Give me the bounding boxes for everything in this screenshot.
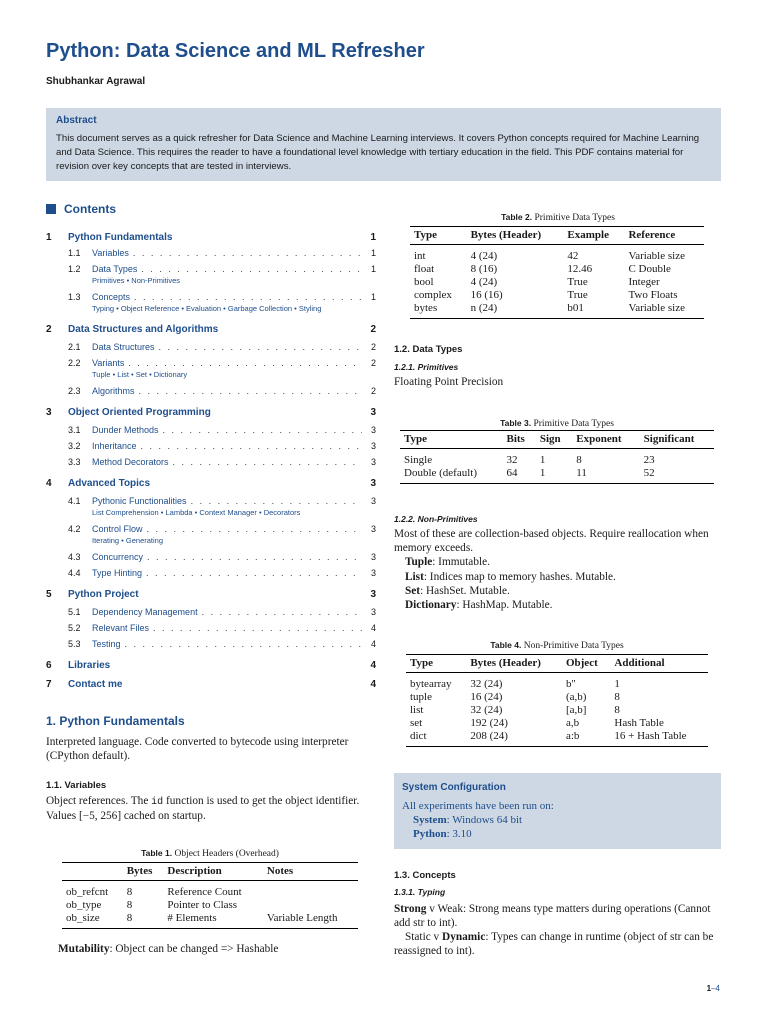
table-cell: [a,b] [565,704,587,716]
toc-entry-2-2[interactable] [46,358,376,370]
toc-num: 7 [46,678,52,690]
toc-title: Algorithms [92,386,135,396]
toc-title: Object Oriented Programming [68,406,211,418]
table-cell: a,b [565,717,580,729]
toc-subtopics[interactable]: Typing • Object Reference • Evaluation • Garbage Collection • Styling [92,304,322,313]
table-cell: ob_refcnt [66,886,109,898]
text-span: : Types can change in runtime (object of str can be reassigned to int). [394,931,714,957]
toc-entry-4-2[interactable] [46,524,376,536]
typing-strong-text [394,903,724,930]
table-cell: 12.46 [567,263,593,275]
table-cell: 1 [539,454,546,466]
table-header-cell: Example [563,227,624,245]
table-label: Table 4. [490,640,522,650]
bold-label: System [413,814,447,826]
toc-leader [191,496,362,506]
abstract-heading: Abstract [56,115,97,126]
table-cell: 32 (24) [470,704,503,716]
toc-entry-3-3[interactable] [46,457,376,469]
toc-subtopics[interactable]: List Comprehension • Lambda • Context Manager • Decorators [92,508,301,517]
toc-subtopics[interactable]: Primitives • Non-Primitives [92,276,181,285]
text-span: : Immutable. [432,556,490,568]
toc-page: 2 [370,358,376,368]
table-cell: Two Floats [628,289,678,301]
toc-title: Data Structures and Algorithms [68,323,219,335]
table-cell: ob_size [62,912,123,929]
toc-num: 1.2 [68,264,81,274]
toc-title: Dependency Management [92,607,198,617]
table-primitive-types [410,226,704,319]
toc-title: Variables [92,248,129,258]
section-heading-1-2-2: 1.2.2. Non-Primitives [394,514,478,524]
toc-title: Python Project [68,588,139,600]
abstract-box [46,108,721,181]
text-span: : HashSet. Mutable. [420,585,510,597]
toc-leader [141,441,362,451]
table-cell: tuple [410,691,432,703]
toc-entry-2-3[interactable] [46,386,376,398]
table-header-row [410,227,704,245]
sysconfig-line: All experiments have been run on: [402,800,554,812]
table-row [406,704,708,717]
toc-section-7[interactable] [46,677,376,691]
toc-title: Type Hinting [92,568,143,578]
table-cell: Pointer to Class [167,899,238,911]
table-cell: bytes [410,302,467,319]
table-4-caption [406,640,708,651]
text-span: : Windows 64 bit [446,814,523,826]
table-cell: 16 (16) [470,289,503,301]
table-cell: Variable size [624,302,704,319]
toc-entry-2-1[interactable] [46,342,376,354]
table-header-cell: Bytes [123,863,164,881]
table-header-cell: Bytes (Header) [466,655,562,673]
toc-entry-5-2[interactable] [46,623,376,635]
table-cell: # Elements [163,912,262,929]
toc-title: Concepts [92,292,131,302]
table-cell: 8 [123,912,164,929]
text-span: Object references. The [46,795,152,807]
table-caption-text: Non-Primitive Data Types [523,641,624,651]
table-header-cell: Additional [610,655,708,673]
table-header-cell: Exponent [572,431,639,449]
toc-page: 3 [370,524,376,534]
toc-section-3[interactable] [46,405,376,419]
sysconfig-heading: System Configuration [402,782,506,793]
toc-page: 1 [370,248,376,258]
table-header-cell: Type [410,227,467,245]
primitives-text: Floating Point Precision [394,376,504,388]
toc-leader [173,457,362,467]
table-cell: 1 [536,467,572,484]
table-cell: list [410,704,424,716]
table-caption-text: Primitive Data Types [534,213,615,223]
toc-section-5[interactable] [46,587,376,601]
bold-label: Strong [394,903,427,915]
toc-entry-4-4[interactable] [46,568,376,580]
toc-num: 3.3 [68,457,81,467]
table-of-contents [46,200,376,691]
toc-entry-3-2[interactable] [46,441,376,453]
toc-num: 5.1 [68,607,81,617]
toc-page: 3 [370,568,376,578]
text-span: function is used to get the object identifier. Values [−5, 256] cached on startup. [46,795,360,822]
table-label: Table 1. [141,848,173,858]
table-cell: 11 [572,467,639,484]
toc-page: 4 [370,659,376,671]
toc-entry-1-2[interactable] [46,264,376,276]
inline-code: id [151,797,164,808]
toc-page: 2 [370,323,376,335]
table-cell: int [414,250,426,262]
table-header-cell: Significant [640,431,714,449]
paper-title: Python: Data Science and ML Refresher [46,40,425,62]
text-span: Static v [405,931,443,943]
table-cell: Double (default) [400,467,503,484]
system-configuration-box [394,773,721,849]
table-cell: 16 (24) [470,691,503,703]
toc-num: 1 [46,231,52,243]
text-span: : 3.10 [446,828,472,840]
text-span: v Weak: Strong means type matters during operations (Cannot add str to int). [394,903,711,929]
table-header-cell: Object [562,655,610,673]
table-cell: bytearray [410,678,452,690]
typing-dynamic-text [394,931,724,958]
page-number [707,984,720,993]
toc-section-6[interactable] [46,658,376,672]
table-cell: Hash Table [614,717,664,729]
mutability-text [58,943,378,957]
table-header-cell [62,863,123,881]
toc-page: 1 [370,231,376,243]
table-header-row [406,655,708,673]
page-total: 4 [715,984,720,993]
toc-page: 3 [370,496,376,506]
section-heading-1-3: 1.3. Concepts [394,870,456,881]
table-cell: 8 [576,454,582,466]
toc-page: 3 [370,588,376,600]
toc-heading-label: Contents [64,202,116,216]
table-row [410,245,704,264]
toc-page: 3 [370,406,376,418]
table-1-caption [60,848,360,859]
text-span: : Indices map to memory hashes. Mutable. [423,571,616,583]
toc-entry-3-1[interactable] [46,425,376,437]
table-cell: 8 [614,691,620,703]
table-row [410,263,704,276]
text-span: : HashMap. Mutable. [456,599,553,611]
toc-num: 2.3 [68,386,81,396]
table-header-cell: Description [163,863,262,881]
page-separator: – [711,984,716,993]
table-row [406,691,708,704]
toc-section-4[interactable] [46,476,376,490]
toc-leader [128,358,362,368]
table-cell: True [567,276,588,288]
table-cell: Variable Length [263,912,358,929]
np-tuple [405,556,490,570]
toc-title: Python Fundamentals [68,231,173,243]
table-cell: 52 [640,467,714,484]
toc-num: 2.2 [68,358,81,368]
toc-heading [46,200,376,218]
np-dict [405,599,552,613]
toc-page: 3 [370,477,376,489]
toc-leader [146,568,362,578]
table-cell: 8 [126,886,133,898]
table-row [410,302,704,319]
table-cell: b'' [565,678,576,690]
np-list [405,571,616,585]
table-cell: Single [404,454,433,466]
table-cell: bool [414,276,434,288]
toc-page: 2 [370,386,376,396]
toc-num: 3 [46,406,52,418]
bold-label: Set [405,585,421,597]
toc-title: Libraries [68,659,111,671]
toc-entry-4-3[interactable] [46,552,376,564]
toc-title: Control Flow [92,524,143,534]
table-cell [263,899,358,912]
toc-num: 4 [46,477,52,489]
bold-label: Dictionary [405,599,457,611]
page-current: 1 [706,984,712,993]
toc-leader [153,623,362,633]
toc-leader [133,248,362,258]
table-label: Table 3. [500,418,532,428]
toc-page: 4 [370,678,376,690]
table-header-cell: Sign [536,431,572,449]
section-heading-1-2: 1.2. Data Types [394,344,463,355]
table-2-caption [410,212,706,223]
text-span: : Object can be changed => Hashable [109,943,279,955]
toc-leader [159,342,362,352]
toc-num: 3.1 [68,425,81,435]
toc-section-1[interactable] [46,230,376,244]
section-1-text: Interpreted language. Code converted to bytecode using interpreter (CPython default). [46,736,349,762]
toc-leader [139,386,362,396]
author-name: Shubhankar Agrawal [46,76,146,87]
toc-section-2[interactable] [46,322,376,336]
toc-num: 4.4 [68,568,81,578]
table-header-cell: Type [406,655,466,673]
table-header-cell: Type [400,431,503,449]
toc-entry-5-3[interactable] [46,639,376,651]
toc-title: Contact me [68,678,123,690]
toc-title: Variants [92,358,125,368]
table-cell: b01 [563,302,624,319]
table-row [406,730,708,747]
table-cell: 42 [567,250,579,262]
table-cell: 8 [614,704,620,716]
toc-entry-4-1[interactable] [46,496,376,508]
toc-num: 2.1 [68,342,81,352]
table-cell: 8 [126,899,133,911]
toc-num: 1.3 [68,292,81,302]
section-heading-1: 1. Python Fundamentals [46,714,185,728]
bold-label: Mutability [58,943,110,955]
bold-label: Tuple [405,556,433,568]
toc-num: 3.2 [68,441,81,451]
table-cell: 4 (24) [470,276,498,288]
table-cell: float [414,263,435,275]
table-label: Table 2. [501,212,533,222]
table-3-caption [400,418,714,429]
toc-title: Testing [92,639,121,649]
toc-page: 3 [370,552,376,562]
table-caption-text: Object Headers (Overhead) [174,849,279,859]
table-cell: 32 (24) [470,678,503,690]
toc-page: 3 [370,441,376,451]
table-row [406,673,708,692]
bold-label: Dynamic [442,931,486,943]
toc-leader [202,607,362,617]
toc-entry-5-1[interactable] [46,607,376,619]
table-cell: n (24) [467,302,564,319]
table-cell: Integer [628,276,660,288]
toc-square-icon [46,204,56,214]
toc-num: 4.3 [68,552,81,562]
table-cell: 192 (24) [470,717,508,729]
table-header-row [62,863,358,881]
np-set [405,585,510,599]
toc-num: 1.1 [68,248,81,258]
toc-num: 2 [46,323,52,335]
toc-leader [141,264,362,274]
table-header-cell: Reference [624,227,704,245]
table-float-precision [400,430,714,484]
toc-leader [134,292,362,302]
section-heading-1-2-1: 1.2.1. Primitives [394,362,459,372]
toc-leader [163,425,362,435]
toc-num: 5 [46,588,52,600]
toc-num: 5.3 [68,639,81,649]
table-row [62,899,358,912]
table-header-cell: Notes [263,863,358,881]
section-heading-1-1: 1.1. Variables [46,780,107,791]
table-cell: Variable size [628,250,685,262]
toc-page: 3 [370,457,376,467]
abstract-text: This document serves as a quick refresher for Data Science and Machine Learning interviews. It covers Python concepts required for Machine Learning and Data Science. This requires the reader to have a foundational level knowledge with tertiary education in the field. This PDF contains material for revision over key concepts that are tested in interviews. [56,133,700,172]
toc-title: Advanced Topics [68,477,151,489]
table-cell: (a,b) [565,691,587,703]
toc-num: 4.2 [68,524,81,534]
toc-page: 1 [370,292,376,302]
section-1-1-text [46,795,378,823]
table-cell: 16 + Hash Table [610,730,708,747]
toc-title: Data Types [92,264,138,274]
bold-label: Python [413,828,447,840]
toc-title: Data Structures [92,342,155,352]
toc-entry-1-3[interactable] [46,292,376,304]
toc-page: 1 [370,264,376,274]
toc-leader [147,524,362,534]
table-cell: 8 (16) [470,263,498,275]
table-cell: 64 [503,467,536,484]
table-header-cell: Bytes (Header) [467,227,564,245]
toc-leader [147,552,362,562]
toc-title: Inheritance [92,441,137,451]
table-row [410,276,704,289]
table-cell: Reference Count [167,886,242,898]
table-row [400,467,714,484]
toc-subtopics[interactable]: Tuple • List • Set • Dictionary [92,370,188,379]
table-cell: 1 [614,678,620,690]
table-cell: set [410,717,423,729]
table-cell: C Double [628,263,671,275]
table-row [400,449,714,468]
table-cell: ob_type [66,899,102,911]
toc-num: 4.1 [68,496,81,506]
table-caption-text: Primitive Data Types [533,419,614,429]
table-cell: dict [406,730,466,747]
toc-title: Relevant Files [92,623,150,633]
table-cell [263,881,358,900]
toc-title: Method Decorators [92,457,169,467]
section-heading-1-3-1: 1.3.1. Typing [394,887,446,897]
toc-subtopics[interactable]: Iterating • Generating [92,536,164,545]
toc-title: Pythonic Functionalities [92,496,187,506]
sysconfig-system [402,813,713,827]
table-cell: 32 [506,454,518,466]
table-object-headers [62,862,358,929]
table-header-row [400,431,714,449]
table-cell: complex [414,289,452,301]
toc-entry-1-1[interactable] [46,248,376,260]
toc-title: Concurrency [92,552,144,562]
toc-num: 6 [46,659,52,671]
toc-page: 3 [370,607,376,617]
table-cell: a:b [562,730,610,747]
toc-page: 3 [370,425,376,435]
table-cell: True [567,289,588,301]
table-cell: 4 (24) [470,250,498,262]
table-row [410,289,704,302]
toc-page: 4 [370,623,376,633]
sysconfig-python [402,827,713,841]
table-non-primitive-types [406,654,708,747]
table-cell: 208 (24) [466,730,562,747]
non-primitives-text: Most of these are collection-based objects. Require reallocation when memory exceeds. [394,528,709,554]
table-row [62,912,358,929]
table-header-cell: Bits [503,431,536,449]
table-cell: 23 [643,454,655,466]
toc-page: 2 [370,342,376,352]
toc-page: 4 [370,639,376,649]
bold-label: List [405,571,424,583]
toc-title: Dunder Methods [92,425,159,435]
table-row [62,881,358,900]
toc-leader [125,639,362,649]
toc-num: 5.2 [68,623,81,633]
table-row [406,717,708,730]
